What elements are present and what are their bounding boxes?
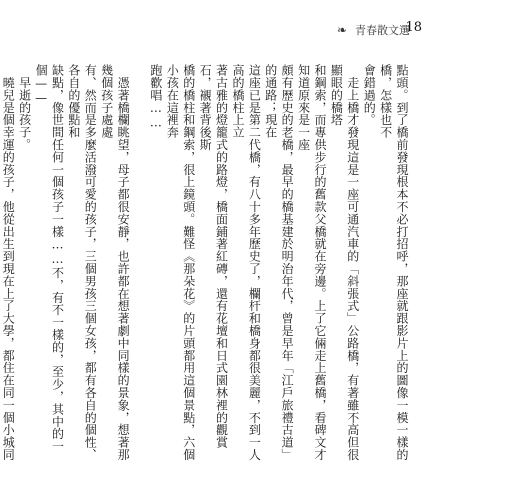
text-column: 會錯過的。 [362, 64, 377, 126]
text-column: 曉兒是個幸運的孩子，他從出生到現在上了大學，都住在同一個小城同 [1, 76, 16, 461]
vertical-text-body [1, 64, 410, 464]
page-number: 18 [405, 20, 422, 35]
page-header [337, 22, 410, 38]
text-column: 橋的橋柱和鋼索，很上鏡頭。難怪《那朵花》的片頭都用這個景點，六個小孩在這裡奔 [165, 64, 196, 461]
text-column: 走上橋才發現這是一座可通汽車的「斜張式」公路橋，有著雖不高但很顯眼的橋塔 [329, 64, 360, 461]
text-column: 憑著橋欄眺望，母子都很安靜，也許都在想著劇中同樣的景象，想著那幾個孩子處處 [99, 64, 131, 461]
text-column: 缺點，像世間任何一個孩子一樣……不，有不一樣的，至少，其中的一個—— [34, 64, 65, 453]
text-column: 早逝的孩子。 [17, 64, 32, 151]
text-column: 點頭。到了橋前發現根本不必打招呼，那座就跟影片上的圖像一模一樣的橋，怎樣也不 [378, 64, 409, 461]
text-column: 著古雅的燈籠式的路燈，橋面鋪著紅磚，還有花壇和日式園林裡的觀賞石，襯著背後斯 [198, 64, 229, 449]
blank-column [131, 64, 147, 464]
book-title: 青春散文選 [355, 24, 410, 37]
text-column: 和鋼索，而專供步行的舊款父橋就在旁邊。上了它倆走上舊橋，看碑文才知道原來是一座 [296, 64, 327, 461]
text-column: 頗有歷史的老橋，最早的橋基建於明治年代，曾是早年「江戶旅禮古道」的通路；現在 [263, 64, 295, 461]
text-column: 這座已是第二代橋，有八十多年歷史了，欄杆和橋身都很美麗，不到一人高的橋柱上立 [230, 64, 262, 461]
text-column: 跑歡唱…… [148, 64, 163, 130]
text-column: 有、然而是多麼活潑可愛的孩子，三個男孩三個女孩，都有各自的個性、各自的優點和 [66, 64, 98, 461]
ornament-icon: ❧ [336, 23, 347, 37]
